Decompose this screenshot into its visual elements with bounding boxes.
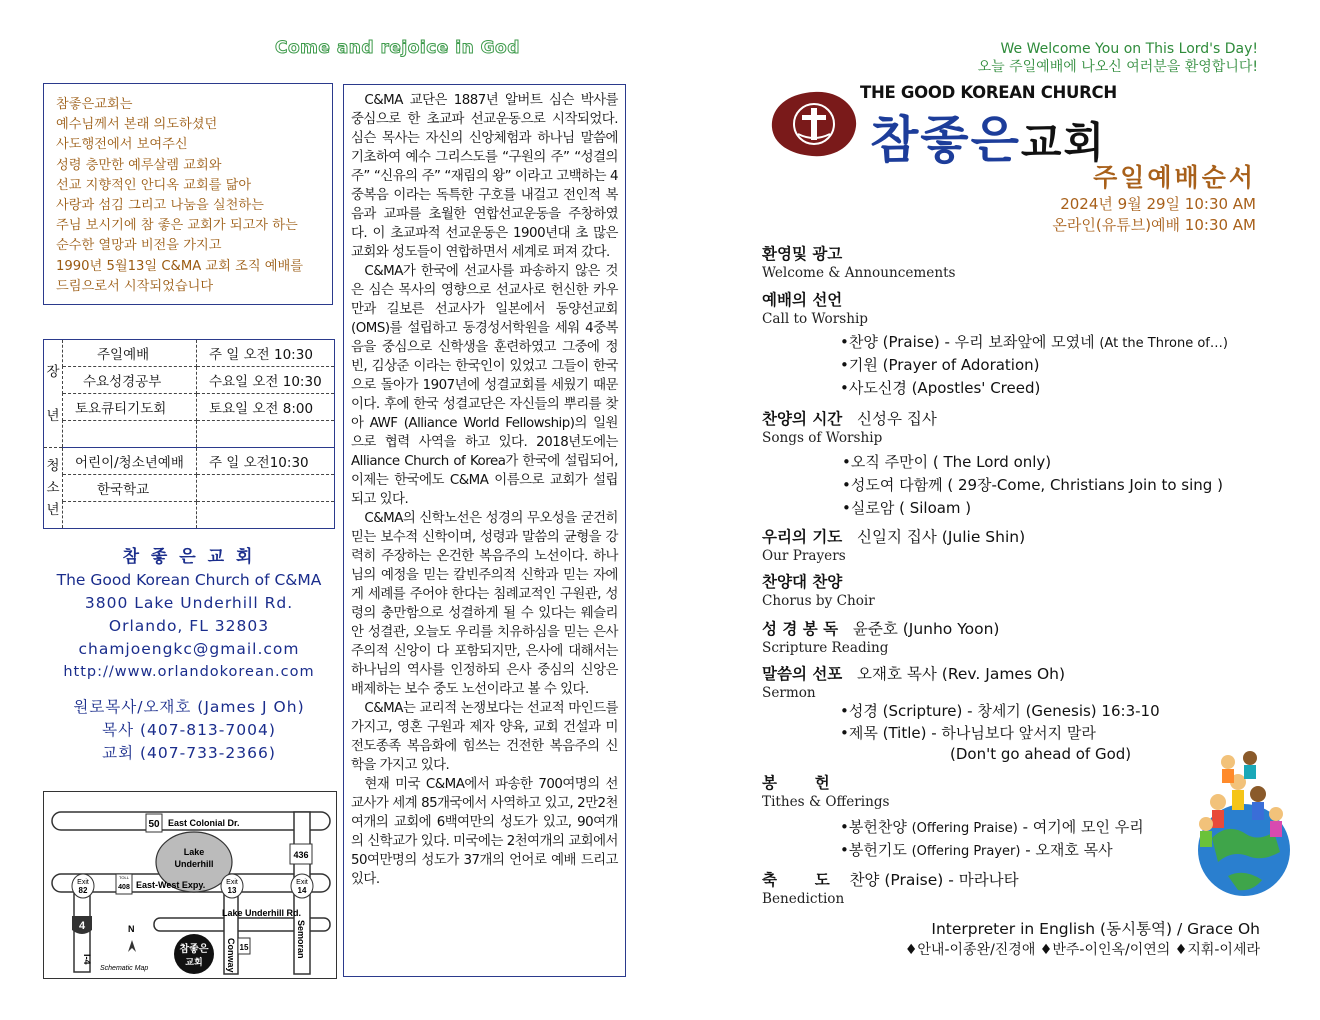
item-en: (Offering Praise) bbox=[911, 821, 1018, 836]
order-of-worship-title: 주일예배순서 bbox=[1093, 163, 1256, 192]
address-line-2: Orlando, FL 32803 bbox=[108, 617, 270, 635]
welcome-message bbox=[978, 40, 1258, 76]
vision-line: 순수한 열망과 비전을 가지고 bbox=[56, 238, 222, 254]
schedule-name: 주일예배 bbox=[63, 340, 197, 367]
offering-item bbox=[840, 839, 1113, 860]
vision-line: 참좋은교회는 bbox=[56, 97, 133, 112]
adult-label bbox=[44, 340, 63, 448]
section-subtitle: Scripture Reading bbox=[762, 640, 889, 656]
globe-children-illustration-icon bbox=[1188, 742, 1292, 902]
table-row bbox=[44, 475, 335, 502]
sermon-item: •제목 (Title) - 하나님보다 앞서지 말라 bbox=[840, 724, 1096, 742]
map-road-408: 408 bbox=[118, 884, 130, 891]
section-call-to-worship bbox=[762, 288, 868, 327]
section-subtitle: Our Prayers bbox=[762, 548, 846, 564]
welcome-ko: 오늘 주일예배에 나오신 여러분을 환영합니다! bbox=[977, 59, 1258, 75]
section-title: 성 경 봉 독 bbox=[762, 620, 839, 638]
map-schematic-label: Schematic Map bbox=[100, 965, 149, 972]
call-item bbox=[840, 354, 1040, 375]
online-service-line: 온라인(유튜브)예배 10:30 AM bbox=[1052, 216, 1256, 234]
song-item: •성도여 다함께 ( 29장-Come, Christians Join to sing ) bbox=[842, 476, 1223, 494]
table-row bbox=[44, 367, 335, 394]
website-link[interactable]: http://www.orlandokorean.com bbox=[63, 664, 315, 680]
item-ko: - 우리 보좌앞에 모였네 bbox=[939, 333, 1100, 351]
section-choir bbox=[762, 570, 875, 609]
section-welcome bbox=[762, 242, 956, 281]
church-name-en-header: THE GOOD KOREAN CHURCH bbox=[860, 83, 1117, 102]
church-name-en: The Good Korean Church of C&MA bbox=[56, 571, 322, 589]
map-toll: TOLL bbox=[119, 875, 129, 880]
north-arrow-icon bbox=[128, 940, 136, 952]
section-title: 말씀의 선포 bbox=[762, 665, 843, 683]
section-title: 봉 헌 bbox=[762, 774, 830, 792]
map-east-west: East-West Expy. bbox=[136, 880, 206, 890]
map-lake-label: Lake bbox=[183, 847, 205, 857]
section-subtitle: Tithes & Offerings bbox=[762, 794, 890, 810]
section-title: 환영및 광고 bbox=[762, 245, 843, 263]
vision-line: 드림으로서 시작되었습니다 bbox=[56, 278, 214, 294]
section-subtitle: Benediction bbox=[762, 891, 845, 907]
song-item: •오직 주만이 ( The Lord only) bbox=[842, 453, 1052, 471]
vision-line: 성령 충만한 예루살렘 교회와 bbox=[56, 157, 222, 173]
welcome-en: We Welcome You on This Lord's Day! bbox=[1000, 41, 1258, 57]
map-road-15: 15 bbox=[239, 943, 249, 952]
item-ko: •기원 bbox=[840, 356, 883, 374]
church-name-ko-part: 교회 bbox=[1020, 118, 1107, 167]
call-item bbox=[840, 377, 1040, 398]
map-semoran: Semoran bbox=[296, 920, 306, 959]
section-sermon bbox=[762, 662, 1065, 701]
section-subtitle: Welcome & Announcements bbox=[762, 265, 956, 281]
call-item bbox=[840, 331, 1228, 352]
schedule-name bbox=[63, 421, 197, 448]
map-road-436: 436 bbox=[293, 850, 309, 860]
adult-label-char: 장 bbox=[46, 363, 60, 380]
article-paragraph: C&MA가 한국에 선교사를 파송하지 않은 것은 심슨 목사의 영향으로 선교사로 헌신한 카우만과 길보른 선교사가 일본에서 동양선교회(OMS)를 설립하고 동경성서학원을 세워 4중복음을 중심으로 신학생을 훈련하였고 그중에 정빈, 김상준 이라는 한국인이 있었고 그들이 한국으로 돌아가 1907년에 성결교회를 세웠기 때문이다. 후에 한국 성결교단은 자신들의 뿌리를 찾아 AWF (Alliance World Fellowship)의 일원으로 협력 사역을 하고 있다. 2018년도에는 Alliance Church of Korea가 한국에 설립되어, 이제는 한국에도 C&MA 이름으로 교회가 설립되고 있다. bbox=[351, 264, 618, 507]
vision-line: 주님 보시기에 참 좋은 교회가 되고자 하는 bbox=[56, 218, 298, 234]
church-name-ko-header bbox=[870, 100, 1106, 172]
item-ko: •찬양 bbox=[840, 333, 883, 351]
article-paragraph: C&MA는 교리적 논쟁보다는 선교적 마인드를 가지고, 영혼 구원과 제자 양육, 교회 건설과 미전도종족 복음화에 힘쓰는 건전한 복음주의 신학을 가지고 있다. bbox=[351, 701, 618, 773]
schematic-map bbox=[43, 791, 337, 979]
section-person: 찬양 (Praise) - 마라나타 bbox=[849, 871, 1019, 889]
section-person: 윤준호 (Junho Yoon) bbox=[852, 620, 1000, 638]
contact-block bbox=[43, 546, 335, 765]
cma-history-article bbox=[343, 84, 626, 977]
youth-label-char: 청 bbox=[46, 458, 60, 474]
vision-line: 예수님께서 본래 의도하셨던 bbox=[56, 117, 218, 133]
ministry-staff-line: ♦안내-이종완/진경애 ♦반주-이인옥/이연의 ♦지휘-이세라 bbox=[904, 942, 1260, 958]
item-ko: •봉헌기도 bbox=[840, 841, 912, 859]
map-north: N bbox=[128, 924, 135, 934]
adult-label-char: 년 bbox=[46, 407, 60, 424]
schedule-name: 어린이/청소년예배 bbox=[63, 448, 197, 475]
map-exit-label: Exit bbox=[226, 879, 238, 886]
map-i4-number: 4 bbox=[78, 920, 86, 932]
section-benediction bbox=[762, 868, 1019, 907]
section-title: 우리의 기도 bbox=[762, 528, 843, 546]
map-exit-13: 13 bbox=[227, 886, 237, 895]
table-row bbox=[44, 340, 335, 367]
map-east-colonial: East Colonial Dr. bbox=[168, 818, 240, 828]
offering-item bbox=[840, 816, 1144, 837]
section-title: 축 도 bbox=[762, 871, 830, 889]
section-person: 신일지 집사 (Julie Shin) bbox=[857, 528, 1026, 546]
item-en: (Prayer of Adoration) bbox=[882, 356, 1040, 374]
service-schedule-table bbox=[43, 339, 335, 529]
youth-label-char: 소 bbox=[46, 480, 60, 496]
schedule-name bbox=[63, 502, 197, 529]
map-marker-label: 교회 bbox=[185, 957, 203, 967]
map-i4-label: I-4 bbox=[82, 954, 92, 965]
item-ko: •봉헌찬양 bbox=[840, 818, 912, 836]
schedule-time bbox=[196, 475, 334, 502]
address-line-1: 3800 Lake Underhill Rd. bbox=[84, 594, 294, 612]
article-paragraph: 현재 미국 C&MA에서 파송한 700여명의 선교사가 세계 85개국에서 사역하고 있고, 2만2천여개의 교회에 6백여만의 성도가 있고, 90여개의 신학교가 있다. 미국에는 2천여개의 교회에서 50여만명의 성도가 37개의 언어로 예배 드리고 있다. bbox=[351, 777, 618, 887]
section-subtitle: Chorus by Choir bbox=[762, 593, 875, 609]
schedule-name: 한국학교 bbox=[63, 475, 197, 502]
youth-label bbox=[44, 448, 63, 529]
section-subtitle: Sermon bbox=[762, 685, 816, 701]
section-songs-of-worship bbox=[762, 407, 937, 446]
article-paragraph: C&MA의 신학노선은 성경의 무오성을 굳건히 믿는 보수적 신학이며, 성령과 말씀의 균형을 강력히 주장하는 온건한 복음주의 노선이다. 하나님의 예정을 믿는 칼빈주의적 신학과 믿는 자에게 세례를 주어야 한다는 침례교적인 구원관, 성령의 충만함으로 성결하게 될 수 있다는 웨슬리안 성결관, 오늘도 우리를 치유하심을 믿는 은사주의적 신앙이 다 포함되지만, 은사에 대해서는 하나님의 역사를 인정하되 은사 중심의 신앙은 배제하는 보수 중도 노선이라고 볼 수 있다. bbox=[351, 511, 618, 697]
page-header-left: Come and rejoice in God bbox=[275, 38, 520, 58]
item-ko: - 여기에 모인 우리 bbox=[1017, 818, 1144, 836]
section-scripture-reading bbox=[762, 617, 999, 656]
song-item: •실로암 ( Siloam ) bbox=[842, 499, 972, 517]
item-en: (Praise) bbox=[882, 333, 940, 351]
section-subtitle: Songs of Worship bbox=[762, 430, 883, 446]
vision-line: 사랑과 섬김 그리고 나눔을 실천하는 bbox=[56, 198, 264, 214]
article-paragraph: C&MA 교단은 1887년 알버트 심슨 박사를 중심으로 한 초교파 선교운동으로 시작되었다. 심슨 목사는 자신의 신앙체험과 하나님 말씀에 기초하여 예수 그리스도를 “구원의 주” “성결의 주” “신유의 주” “재림의 왕” 이라고 고백하는 4중복음 이라는 독특한 구호를 내걸고 전인적 복음과 교파를 초월한 연합선교운동을 주창하였다. 이 초교파적 선교운동은 1900년대 초 많은 교회와 성도들이 연합하면서 세계로 퍼져 갔다. bbox=[351, 93, 618, 260]
schedule-name: 토요큐티기도회 bbox=[63, 394, 197, 421]
schedule-time bbox=[196, 502, 334, 529]
sermon-title-en: (Don't go ahead of God) bbox=[950, 745, 1132, 763]
schedule-name: 수요성경공부 bbox=[63, 367, 197, 394]
schedule-time: 주 일 오전 10:30 bbox=[196, 340, 334, 367]
schedule-time: 토요일 오전 8:00 bbox=[196, 394, 334, 421]
church-name-ko-part: 참좋은 bbox=[870, 111, 1021, 169]
service-date bbox=[1052, 194, 1256, 236]
table-row bbox=[44, 502, 335, 529]
map-exit-label: Exit bbox=[77, 879, 89, 886]
item-en: (Apostles' Creed) bbox=[911, 379, 1041, 397]
vision-line: 선교 지향적인 안디옥 교회를 닮아 bbox=[56, 177, 252, 193]
youth-label-char: 년 bbox=[46, 502, 60, 518]
interpreter-line: Interpreter in English (동시통역) / Grace Oh bbox=[931, 920, 1260, 938]
map-exit-82: 82 bbox=[78, 886, 88, 895]
vision-line: 1990년 5월13일 C&MA 교회 조직 예배를 bbox=[56, 258, 303, 274]
church-name-ko: 참 좋 은 교 회 bbox=[122, 547, 256, 567]
item-en: (Offering Prayer) bbox=[911, 844, 1021, 859]
table-row bbox=[44, 421, 335, 448]
church-phone: 교회 (407-733-2366) bbox=[102, 744, 276, 762]
section-tithes bbox=[762, 771, 890, 810]
map-conway: Conway bbox=[226, 938, 236, 973]
schedule-time: 주 일 오전10:30 bbox=[196, 448, 334, 475]
table-row bbox=[44, 448, 335, 475]
map-lake-underhill-rd: Lake Underhill Rd. bbox=[222, 908, 302, 918]
map-lake-label: Underhill bbox=[174, 859, 214, 869]
item-en: (At the Throne of…) bbox=[1099, 336, 1228, 351]
church-logo-icon bbox=[768, 88, 860, 160]
item-ko: - 오재호 목사 bbox=[1020, 841, 1113, 859]
section-title: 찬양대 찬양 bbox=[762, 573, 843, 591]
section-our-prayers bbox=[762, 525, 1025, 564]
item-ko: •사도신경 bbox=[840, 379, 912, 397]
service-date-line: 2024년 9월 29일 10:30 AM bbox=[1060, 195, 1256, 213]
table-row bbox=[44, 394, 335, 421]
sermon-item: •성경 (Scripture) - 창세기 (Genesis) 16:3-10 bbox=[840, 702, 1160, 720]
section-title: 찬양의 시간 bbox=[762, 410, 843, 428]
section-subtitle: Call to Worship bbox=[762, 311, 869, 327]
section-person: 오재호 목사 (Rev. James Oh) bbox=[857, 665, 1066, 683]
vision-line: 사도행전에서 보여주신 bbox=[56, 137, 188, 153]
map-exit-14: 14 bbox=[297, 886, 307, 895]
map-marker-label: 참좋은 bbox=[179, 944, 209, 955]
email-link[interactable]: chamjoengkc@gmail.com bbox=[78, 640, 300, 658]
map-road-50: 50 bbox=[148, 819, 160, 830]
pastor-phone: 목사 (407-813-7004) bbox=[102, 721, 276, 739]
pastor-name: 원로목사/오재호 (James J Oh) bbox=[73, 698, 305, 716]
map-exit-label: Exit bbox=[296, 879, 308, 886]
schedule-time bbox=[196, 421, 334, 448]
schedule-time: 수요일 오전 10:30 bbox=[196, 367, 334, 394]
section-person: 신성우 집사 bbox=[857, 410, 937, 428]
vision-statement-box bbox=[43, 83, 333, 305]
section-title: 예배의 선언 bbox=[762, 291, 843, 309]
